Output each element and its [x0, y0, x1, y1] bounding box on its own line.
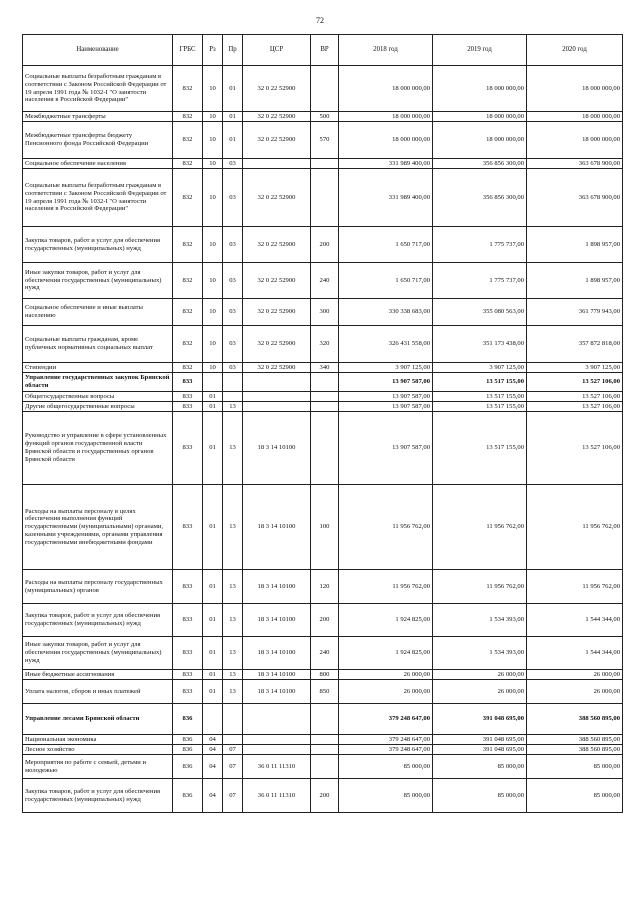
table-row [23, 570, 623, 604]
cell-vr [311, 735, 339, 745]
cell-vr: 800 [311, 670, 339, 680]
cell-grbs: 832 [173, 122, 203, 159]
cell-rz: 10 [203, 169, 223, 227]
cell-2019: 18 000 000,00 [433, 66, 527, 112]
cell-2020: 388 560 895,00 [527, 735, 623, 745]
cell-grbs: 832 [173, 299, 203, 326]
cell-2018: 3 907 125,00 [339, 363, 433, 373]
cell-2018: 85 000,00 [339, 755, 433, 779]
cell-csr: 32 0 22 52900 [243, 66, 311, 112]
cell-2020: 363 678 900,00 [527, 159, 623, 169]
table-row [23, 779, 623, 813]
cell-grbs: 832 [173, 159, 203, 169]
cell-2018: 18 000 000,00 [339, 112, 433, 122]
table-row [23, 227, 623, 263]
cell-grbs: 832 [173, 169, 203, 227]
cell-csr: 18 3 14 10100 [243, 412, 311, 485]
cell-rz [203, 373, 223, 392]
cell-pr: 13 [223, 670, 243, 680]
cell-pr: 13 [223, 570, 243, 604]
header-pr: Пр [223, 35, 243, 66]
cell-2019: 13 517 155,00 [433, 392, 527, 402]
cell-2018: 379 248 647,00 [339, 745, 433, 755]
cell-vr [311, 704, 339, 735]
cell-2020: 1 898 957,00 [527, 227, 623, 263]
cell-name: Социальные выплаты безработным гражданам в соответствии с Законом Российской Федерации от 19 апреля 1991 года № 1032-I "О занятости населения в Российской Федерации" [23, 169, 173, 227]
cell-name: Руководство и управление в сфере установленных функций органов государственной власти Брянской области и государственных органов Брянской области [23, 412, 173, 485]
cell-2019: 85 000,00 [433, 755, 527, 779]
cell-rz: 10 [203, 263, 223, 299]
cell-2018: 18 000 000,00 [339, 122, 433, 159]
cell-rz: 01 [203, 670, 223, 680]
cell-name: Социальное обеспечение населения [23, 159, 173, 169]
cell-2018: 331 989 400,00 [339, 159, 433, 169]
cell-grbs: 832 [173, 326, 203, 363]
cell-2019: 355 080 563,00 [433, 299, 527, 326]
cell-name: Лесное хозяйство [23, 745, 173, 755]
cell-csr: 18 3 14 10100 [243, 637, 311, 670]
cell-csr [243, 735, 311, 745]
cell-name: Иные бюджетные ассигнования [23, 670, 173, 680]
cell-2019: 1 775 737,00 [433, 263, 527, 299]
cell-csr: 32 0 22 52900 [243, 112, 311, 122]
cell-rz: 10 [203, 159, 223, 169]
cell-csr [243, 402, 311, 412]
cell-2020: 11 956 762,00 [527, 570, 623, 604]
cell-csr [243, 745, 311, 755]
cell-vr: 570 [311, 122, 339, 159]
cell-name: Расходы на выплаты персоналу государственных (муниципальных) органов [23, 570, 173, 604]
cell-vr: 200 [311, 779, 339, 813]
table-row [23, 159, 623, 169]
cell-vr: 240 [311, 263, 339, 299]
cell-2018: 13 907 587,00 [339, 392, 433, 402]
table-row [23, 755, 623, 779]
cell-pr [223, 735, 243, 745]
cell-2020: 357 872 818,00 [527, 326, 623, 363]
cell-2020: 3 907 125,00 [527, 363, 623, 373]
cell-csr: 18 3 14 10100 [243, 570, 311, 604]
cell-grbs: 833 [173, 670, 203, 680]
cell-pr: 03 [223, 169, 243, 227]
cell-grbs: 832 [173, 363, 203, 373]
cell-pr: 07 [223, 745, 243, 755]
cell-2018: 1 650 717,00 [339, 227, 433, 263]
cell-2020: 13 527 106,00 [527, 373, 623, 392]
cell-rz: 04 [203, 779, 223, 813]
cell-2019: 26 000,00 [433, 680, 527, 704]
cell-2019: 356 856 300,00 [433, 169, 527, 227]
cell-csr: 32 0 22 52900 [243, 122, 311, 159]
cell-name: Иные закупки товаров, работ и услуг для обеспечения государственных (муниципальных) нужд [23, 263, 173, 299]
cell-2019: 391 048 695,00 [433, 704, 527, 735]
cell-grbs: 833 [173, 604, 203, 637]
cell-name: Социальное обеспечение и иные выплаты населению [23, 299, 173, 326]
table-body [23, 66, 623, 813]
table-row [23, 745, 623, 755]
cell-2020: 18 000 000,00 [527, 122, 623, 159]
cell-vr [311, 745, 339, 755]
cell-rz: 10 [203, 363, 223, 373]
cell-pr: 01 [223, 122, 243, 159]
cell-rz: 01 [203, 402, 223, 412]
cell-name: Уплата налогов, сборов и иных платежей [23, 680, 173, 704]
cell-2019: 13 517 155,00 [433, 373, 527, 392]
header-grbs: ГРБС [173, 35, 203, 66]
table-row [23, 637, 623, 670]
cell-rz: 01 [203, 392, 223, 402]
cell-rz: 01 [203, 412, 223, 485]
cell-grbs: 836 [173, 755, 203, 779]
cell-vr: 100 [311, 485, 339, 570]
cell-rz: 10 [203, 326, 223, 363]
cell-2020: 18 000 000,00 [527, 66, 623, 112]
cell-2020: 361 779 943,00 [527, 299, 623, 326]
cell-grbs: 833 [173, 412, 203, 485]
page-number: 72 [316, 16, 324, 25]
cell-2019: 1 775 737,00 [433, 227, 527, 263]
cell-2018: 18 000 000,00 [339, 66, 433, 112]
cell-vr [311, 412, 339, 485]
header-2018: 2018 год [339, 35, 433, 66]
cell-name: Межбюджетные трансферты [23, 112, 173, 122]
cell-2019: 18 000 000,00 [433, 112, 527, 122]
cell-name: Общегосударственные вопросы [23, 392, 173, 402]
cell-2020: 1 544 344,00 [527, 604, 623, 637]
table-row [23, 66, 623, 112]
cell-vr: 300 [311, 299, 339, 326]
cell-vr: 500 [311, 112, 339, 122]
cell-pr: 03 [223, 227, 243, 263]
table-row [23, 169, 623, 227]
cell-2019: 85 000,00 [433, 779, 527, 813]
cell-2020: 11 956 762,00 [527, 485, 623, 570]
cell-csr: 18 3 14 10100 [243, 485, 311, 570]
cell-rz: 10 [203, 227, 223, 263]
cell-name: Мероприятия по работе с семьей, детьми и молодежью [23, 755, 173, 779]
cell-pr: 01 [223, 66, 243, 112]
cell-rz: 01 [203, 680, 223, 704]
cell-2020: 13 527 106,00 [527, 412, 623, 485]
cell-2019: 11 956 762,00 [433, 570, 527, 604]
cell-vr: 200 [311, 604, 339, 637]
cell-csr: 18 3 14 10100 [243, 604, 311, 637]
header-2020: 2020 год [527, 35, 623, 66]
cell-grbs: 836 [173, 735, 203, 745]
table-row [23, 392, 623, 402]
cell-2018: 1 924 825,00 [339, 637, 433, 670]
cell-pr: 03 [223, 263, 243, 299]
cell-name: Социальные выплаты гражданам, кроме публичных нормативных социальных выплат [23, 326, 173, 363]
table-row [23, 263, 623, 299]
header-name: Наименование [23, 35, 173, 66]
cell-name: Стипендии [23, 363, 173, 373]
cell-vr [311, 373, 339, 392]
cell-rz: 04 [203, 735, 223, 745]
cell-2018: 330 338 683,00 [339, 299, 433, 326]
cell-csr: 32 0 22 52900 [243, 299, 311, 326]
cell-2018: 85 000,00 [339, 779, 433, 813]
cell-csr [243, 373, 311, 392]
cell-2018: 1 924 825,00 [339, 604, 433, 637]
cell-vr [311, 402, 339, 412]
cell-pr: 13 [223, 412, 243, 485]
cell-2018: 331 989 400,00 [339, 169, 433, 227]
cell-grbs: 833 [173, 680, 203, 704]
cell-csr [243, 159, 311, 169]
cell-pr: 13 [223, 604, 243, 637]
cell-name: Управление лесами Брянской области [23, 704, 173, 735]
cell-2019: 1 534 393,00 [433, 637, 527, 670]
cell-2020: 85 000,00 [527, 779, 623, 813]
cell-csr: 36 0 11 11310 [243, 755, 311, 779]
cell-csr: 32 0 22 52900 [243, 263, 311, 299]
header-2019: 2019 год [433, 35, 527, 66]
budget-table [22, 34, 623, 813]
cell-vr: 340 [311, 363, 339, 373]
cell-2019: 18 000 000,00 [433, 122, 527, 159]
cell-csr: 32 0 22 52900 [243, 227, 311, 263]
cell-grbs: 833 [173, 637, 203, 670]
cell-pr: 13 [223, 680, 243, 704]
cell-grbs: 832 [173, 263, 203, 299]
cell-2020: 388 560 895,00 [527, 745, 623, 755]
cell-vr [311, 66, 339, 112]
cell-pr [223, 704, 243, 735]
cell-pr: 07 [223, 755, 243, 779]
cell-csr: 32 0 22 52900 [243, 326, 311, 363]
table-row [23, 112, 623, 122]
cell-name: Межбюджетные трансферты бюджету Пенсионного фонда Российской Федерации [23, 122, 173, 159]
cell-grbs: 833 [173, 392, 203, 402]
cell-2018: 13 907 587,00 [339, 402, 433, 412]
cell-name: Закупка товаров, работ и услуг для обеспечения государственных (муниципальных) нужд [23, 779, 173, 813]
table-row [23, 485, 623, 570]
table-row [23, 412, 623, 485]
cell-grbs: 833 [173, 570, 203, 604]
cell-2020: 1 898 957,00 [527, 263, 623, 299]
cell-2020: 26 000,00 [527, 680, 623, 704]
cell-rz: 04 [203, 745, 223, 755]
cell-csr: 32 0 22 52900 [243, 169, 311, 227]
cell-vr: 850 [311, 680, 339, 704]
table-row [23, 680, 623, 704]
cell-pr: 07 [223, 779, 243, 813]
cell-2020: 1 544 344,00 [527, 637, 623, 670]
cell-pr: 13 [223, 402, 243, 412]
cell-2018: 379 248 647,00 [339, 735, 433, 745]
table-row [23, 299, 623, 326]
cell-vr [311, 392, 339, 402]
cell-2019: 391 048 695,00 [433, 735, 527, 745]
cell-2018: 1 650 717,00 [339, 263, 433, 299]
cell-name: Иные закупки товаров, работ и услуг для обеспечения государственных (муниципальных) нужд [23, 637, 173, 670]
table-row [23, 704, 623, 735]
cell-pr: 03 [223, 299, 243, 326]
cell-2018: 26 000,00 [339, 670, 433, 680]
cell-grbs: 832 [173, 66, 203, 112]
cell-vr: 200 [311, 227, 339, 263]
cell-rz: 01 [203, 485, 223, 570]
cell-rz: 10 [203, 122, 223, 159]
cell-grbs: 836 [173, 745, 203, 755]
table-row [23, 735, 623, 745]
header-csr: ЦСР [243, 35, 311, 66]
cell-name: Закупка товаров, работ и услуг для обеспечения государственных (муниципальных) нужд [23, 604, 173, 637]
cell-name: Национальная экономика [23, 735, 173, 745]
cell-2019: 356 856 300,00 [433, 159, 527, 169]
table-row [23, 670, 623, 680]
cell-2020: 388 560 895,00 [527, 704, 623, 735]
table-row [23, 604, 623, 637]
cell-pr [223, 392, 243, 402]
cell-rz: 10 [203, 66, 223, 112]
cell-grbs: 833 [173, 402, 203, 412]
cell-vr [311, 159, 339, 169]
cell-2018: 11 956 762,00 [339, 570, 433, 604]
cell-vr [311, 755, 339, 779]
cell-csr [243, 704, 311, 735]
cell-rz: 10 [203, 299, 223, 326]
cell-2019: 351 173 438,00 [433, 326, 527, 363]
table-row [23, 363, 623, 373]
header-vr: ВР [311, 35, 339, 66]
cell-vr: 320 [311, 326, 339, 363]
table-header-row [23, 35, 623, 66]
cell-2019: 13 517 155,00 [433, 412, 527, 485]
cell-grbs: 833 [173, 373, 203, 392]
cell-rz [203, 704, 223, 735]
cell-2019: 11 956 762,00 [433, 485, 527, 570]
cell-csr: 36 0 11 11310 [243, 779, 311, 813]
cell-2018: 379 248 647,00 [339, 704, 433, 735]
cell-grbs: 836 [173, 704, 203, 735]
cell-pr: 01 [223, 112, 243, 122]
table-row [23, 122, 623, 159]
cell-2020: 85 000,00 [527, 755, 623, 779]
cell-pr: 13 [223, 485, 243, 570]
cell-grbs: 833 [173, 485, 203, 570]
table-row [23, 326, 623, 363]
cell-csr: 18 3 14 10100 [243, 680, 311, 704]
cell-name: Управление государственных закупок Брянской области [23, 373, 173, 392]
cell-2019: 3 907 125,00 [433, 363, 527, 373]
cell-2018: 13 907 587,00 [339, 412, 433, 485]
cell-grbs: 832 [173, 227, 203, 263]
header-rz: Рз [203, 35, 223, 66]
cell-2019: 26 000,00 [433, 670, 527, 680]
cell-vr: 240 [311, 637, 339, 670]
cell-pr: 03 [223, 159, 243, 169]
cell-pr: 03 [223, 363, 243, 373]
cell-rz: 01 [203, 637, 223, 670]
cell-2020: 363 678 900,00 [527, 169, 623, 227]
cell-2019: 391 048 695,00 [433, 745, 527, 755]
cell-2018: 13 907 587,00 [339, 373, 433, 392]
cell-2018: 26 000,00 [339, 680, 433, 704]
cell-csr: 18 3 14 10100 [243, 670, 311, 680]
cell-csr: 32 0 22 52900 [243, 363, 311, 373]
cell-2019: 1 534 393,00 [433, 604, 527, 637]
cell-rz: 04 [203, 755, 223, 779]
cell-2020: 13 527 106,00 [527, 402, 623, 412]
cell-rz: 01 [203, 604, 223, 637]
cell-pr: 13 [223, 637, 243, 670]
cell-2018: 11 956 762,00 [339, 485, 433, 570]
cell-2020: 18 000 000,00 [527, 112, 623, 122]
cell-name: Расходы на выплаты персоналу в целях обеспечения выполнения функций государственными (муниципальными) органами, казенными учреждениями, органами управления государственными внебюджетными фондами [23, 485, 173, 570]
cell-vr: 120 [311, 570, 339, 604]
cell-csr [243, 392, 311, 402]
cell-pr: 03 [223, 326, 243, 363]
cell-2019: 13 517 155,00 [433, 402, 527, 412]
cell-name: Другие общегосударственные вопросы [23, 402, 173, 412]
cell-rz: 10 [203, 112, 223, 122]
cell-rz: 01 [203, 570, 223, 604]
table-row [23, 402, 623, 412]
cell-name: Социальные выплаты безработным гражданам в соответствии с Законом Российской Федерации от 19 апреля 1991 года № 1032-I "О занятости населения в Российской Федерации" [23, 66, 173, 112]
cell-vr [311, 169, 339, 227]
table-row [23, 373, 623, 392]
cell-2020: 26 000,00 [527, 670, 623, 680]
cell-2020: 13 527 106,00 [527, 392, 623, 402]
cell-grbs: 836 [173, 779, 203, 813]
cell-2018: 326 431 558,00 [339, 326, 433, 363]
cell-pr [223, 373, 243, 392]
cell-name: Закупка товаров, работ и услуг для обеспечения государственных (муниципальных) нужд [23, 227, 173, 263]
cell-grbs: 832 [173, 112, 203, 122]
